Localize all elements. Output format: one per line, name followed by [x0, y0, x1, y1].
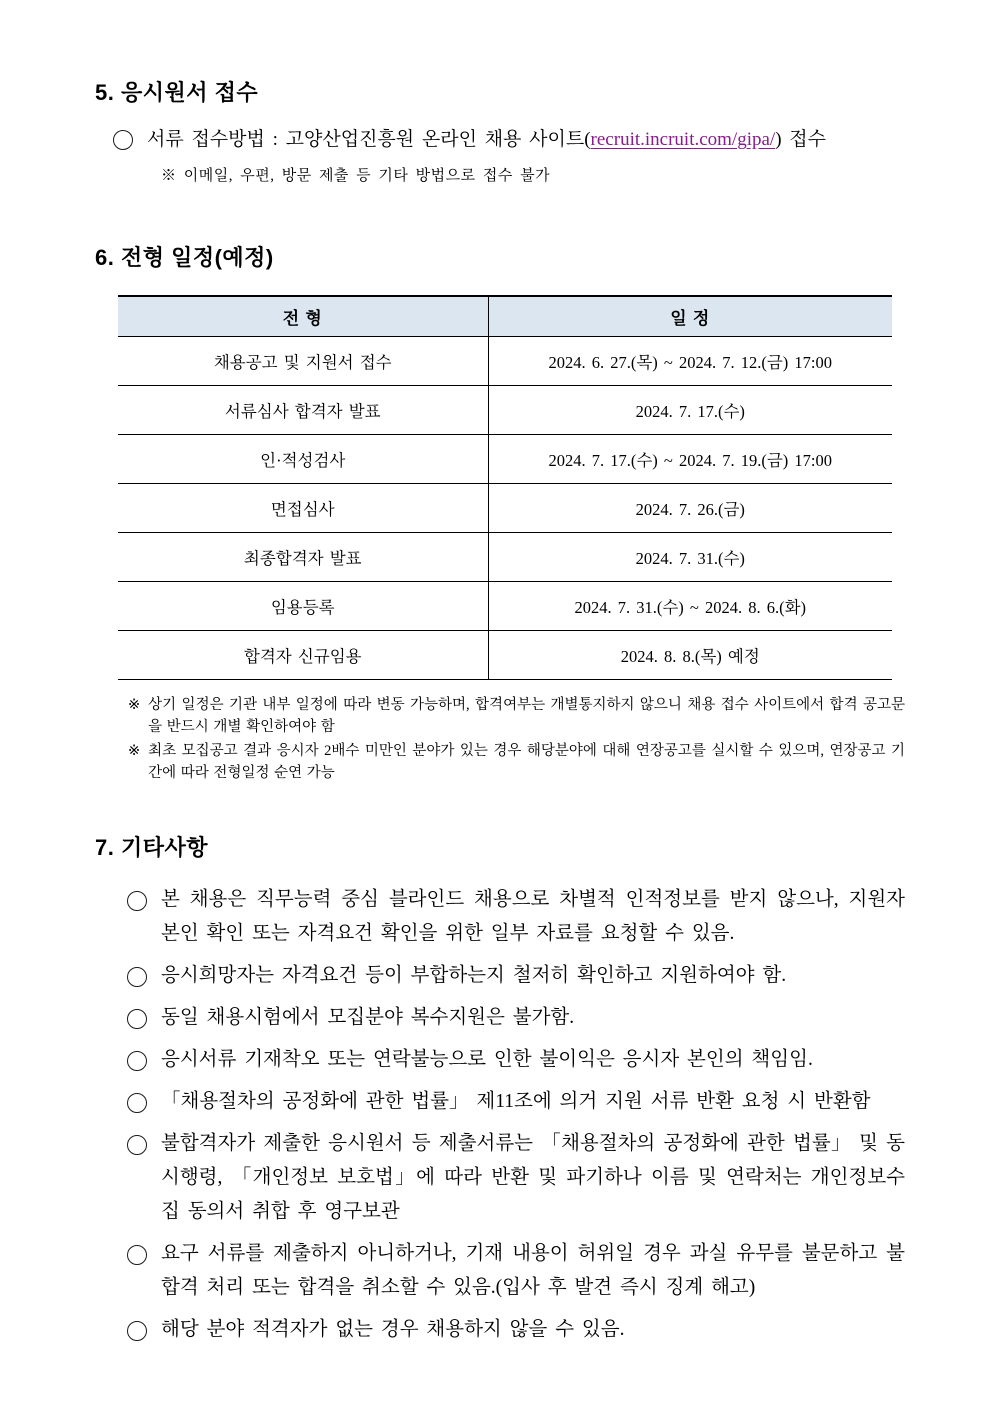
text-before-link: 서류 접수방법 : 고양산업진흥원 온라인 채용 사이트( — [147, 129, 591, 150]
circle-bullet-icon — [127, 1009, 147, 1029]
reference-mark-icon: ※ — [161, 168, 177, 184]
schedule-table-body — [118, 337, 892, 680]
stage-cell: 채용공고 및 지원서 접수 — [118, 337, 488, 386]
table-row — [118, 533, 892, 582]
list-item — [127, 1237, 905, 1305]
section5-title: 5. 응시원서 접수 — [95, 80, 259, 105]
schedule-note-item — [128, 741, 905, 784]
list-item — [127, 1127, 905, 1229]
list-item — [127, 959, 905, 993]
note-text: 최초 모집공고 결과 응시자 2배수 미만인 분야가 있는 경우 해당분야에 대해 연장공고를 실시할 수 있으며, 연장공고 기간에 따라 전형일정 순연 가능 — [148, 743, 905, 781]
list-item — [127, 1001, 905, 1035]
table-row — [118, 435, 892, 484]
table-header-row — [118, 296, 892, 337]
table-row — [118, 582, 892, 631]
circle-bullet-icon — [127, 891, 147, 911]
column-header-stage: 전 형 — [118, 296, 488, 337]
submission-method-text — [147, 124, 826, 155]
bullet-text: 「채용절차의 공정화에 관한 법률」 제11조에 의거 지원 서류 반환 요청 시 반환함 — [161, 1091, 871, 1112]
section-miscellaneous — [95, 831, 905, 1347]
list-item — [127, 1313, 905, 1347]
list-item — [127, 1043, 905, 1077]
circle-bullet-icon — [113, 130, 133, 150]
bullet-text: 본 채용은 직무능력 중심 블라인드 채용으로 차별적 인적정보를 받지 않으나, 지원자 본인 확인 또는 자격요건 확인을 위한 일부 자료를 요청할 수 있음. — [161, 889, 905, 944]
date-cell: 2024. 7. 17.(수) — [488, 386, 892, 435]
stage-cell: 서류심사 합격자 발표 — [118, 386, 488, 435]
circle-bullet-icon — [127, 1321, 147, 1341]
date-cell: 2024. 7. 26.(금) — [488, 484, 892, 533]
text-after-link: ) 접수 — [775, 129, 826, 150]
stage-cell: 최종합격자 발표 — [118, 533, 488, 582]
recruit-site-link[interactable]: recruit.incruit.com/gipa/ — [590, 129, 776, 150]
circle-bullet-icon — [127, 1051, 147, 1071]
misc-bullet-list — [95, 883, 905, 1347]
circle-bullet-icon — [127, 967, 147, 987]
circle-bullet-icon — [127, 1093, 147, 1113]
stage-cell: 면접심사 — [118, 484, 488, 533]
schedule-table — [118, 295, 892, 680]
section-application-submission — [95, 76, 905, 185]
section7-title: 7. 기타사항 — [95, 835, 208, 860]
bullet-text: 요구 서류를 제출하지 아니하거나, 기재 내용이 허위일 경우 과실 유무를 불문하고 불합격 처리 또는 합격을 취소할 수 있음.(입사 후 발견 즉시 징계 해고) — [161, 1243, 905, 1298]
bullet-text: 불합격자가 제출한 응시원서 등 제출서류는 「채용절차의 공정화에 관한 법률」 및 동 시행령, 「개인정보 보호법」에 따라 반환 및 파기하나 이름 및 연락처는 개인정보수집 동의서 취합 후 영구보관 — [161, 1133, 905, 1222]
list-item-submission-method — [113, 124, 905, 155]
list-item — [127, 883, 905, 951]
circle-bullet-icon — [127, 1245, 147, 1265]
bullet-text: 응시서류 기재착오 또는 연락불능으로 인한 불이익은 응시자 본인의 책임임. — [161, 1049, 813, 1070]
note-text: 상기 일정은 기관 내부 일정에 따라 변동 가능하며, 합격여부는 개별통지하지 않으니 채용 접수 사이트에서 합격 공고문을 반드시 개별 확인하여야 함 — [148, 697, 905, 735]
table-row — [118, 386, 892, 435]
schedule-note-item — [128, 695, 905, 738]
note-no-other-methods — [161, 164, 905, 185]
bullet-text: 동일 채용시험에서 모집분야 복수지원은 불가함. — [161, 1007, 575, 1028]
date-cell: 2024. 6. 27.(목) ~ 2024. 7. 12.(금) 17:00 — [488, 337, 892, 386]
list-item — [127, 1085, 905, 1119]
table-row — [118, 484, 892, 533]
reference-mark-icon: ※ — [128, 743, 141, 759]
date-cell: 2024. 7. 31.(수) — [488, 533, 892, 582]
table-row — [118, 631, 892, 680]
bullet-text: 응시희망자는 자격요건 등이 부합하는지 철저히 확인하고 지원하여야 함. — [161, 965, 787, 986]
schedule-notes — [128, 695, 905, 784]
circle-bullet-icon — [127, 1135, 147, 1155]
section-selection-schedule — [95, 241, 905, 784]
note-text: 이메일, 우편, 방문 제출 등 기타 방법으로 접수 불가 — [183, 168, 551, 184]
stage-cell: 임용등록 — [118, 582, 488, 631]
reference-mark-icon: ※ — [128, 697, 141, 713]
section6-title: 6. 전형 일정(예정) — [95, 245, 274, 270]
date-cell: 2024. 7. 31.(수) ~ 2024. 8. 6.(화) — [488, 582, 892, 631]
stage-cell: 합격자 신규임용 — [118, 631, 488, 680]
stage-cell: 인·적성검사 — [118, 435, 488, 484]
table-row — [118, 337, 892, 386]
date-cell: 2024. 8. 8.(목) 예정 — [488, 631, 892, 680]
document-content — [95, 76, 905, 1355]
column-header-date: 일 정 — [488, 296, 892, 337]
bullet-text: 해당 분야 적격자가 없는 경우 채용하지 않을 수 있음. — [161, 1319, 625, 1340]
date-cell: 2024. 7. 17.(수) ~ 2024. 7. 19.(금) 17:00 — [488, 435, 892, 484]
